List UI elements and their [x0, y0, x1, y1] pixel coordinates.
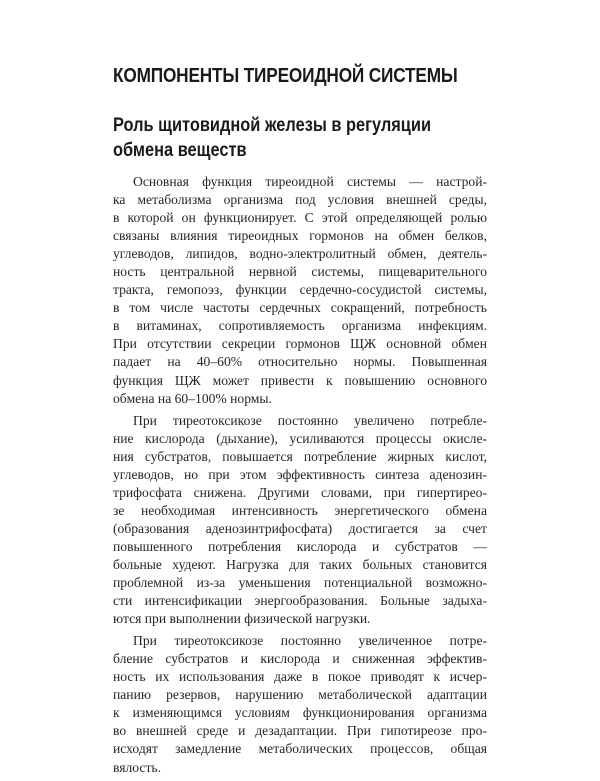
- section-title-line-2: обмена веществ: [113, 139, 247, 161]
- text-line: углеводов, но при этом эффективность синтеза аденозин-: [113, 466, 487, 482]
- text-line: ния субстратов, повышается потребление жирных кислот,: [113, 448, 487, 464]
- text-line: вялость.: [113, 759, 161, 775]
- text-line: ние кислорода (дыхание), усиливаются процессы окисле-: [113, 430, 487, 446]
- text-line: обмена на 60–100% нормы.: [113, 390, 272, 406]
- text-line: зе необходимая интенсивность энергетического обмена: [113, 502, 487, 518]
- text-line: сти интенсификации энергообразования. Больные задыха-: [113, 593, 487, 609]
- text-line: ность их использования даже в покое приводят к исчер-: [113, 669, 487, 685]
- body-text: [113, 173, 487, 781]
- text-line: исходят замедление метаболических процессов, общая: [113, 741, 487, 757]
- paragraph-2: [113, 412, 487, 629]
- text-line: больные худеют. Нагрузка для таких больных становится: [113, 556, 487, 572]
- section-title: [113, 113, 431, 163]
- text-line: ность центральной нервной системы, пищеварительного: [113, 264, 487, 280]
- text-line: При тиреотоксикозе постоянно увеличенное потре-: [133, 633, 487, 649]
- text-line: углеводов, липидов, водно-электролитный обмен, деятель-: [113, 246, 487, 262]
- text-line: к изменяющимся условиям функционирования организма: [113, 705, 487, 721]
- text-line: в том числе частоты сердечных сокращений, потребность: [113, 300, 487, 316]
- text-line: связаны влияния тиреоидных гормонов на обмен белков,: [113, 228, 487, 244]
- text-line: При тиреотоксикозе постоянно увеличено потребле-: [133, 412, 487, 428]
- text-line: трифосфата снижена. Другими словами, при гипертирео-: [113, 484, 487, 500]
- text-line: падает на 40–60% относительно нормы. Повышенная: [113, 354, 487, 370]
- text-line: Основная функция тиреоидной системы — настрой-: [133, 174, 487, 189]
- text-line: функция ЩЖ может привести к повышению основного: [113, 372, 487, 388]
- text-line: во внешней среде и дезадаптации. При гипотиреозе про-: [113, 723, 487, 739]
- text-line: тракта, гемопоэз, функции сердечно-сосудистой системы,: [113, 282, 487, 298]
- text-line: бление субстратов и кислорода и сниженная эффектив-: [113, 651, 487, 667]
- text-line: в витаминах, сопротивляемость организма инфекциям.: [113, 318, 487, 334]
- text-line: При отсутствии секреции гормонов ЩЖ основной обмен: [113, 336, 487, 352]
- paragraph-1: [113, 173, 487, 408]
- text-line: ются при выполнении физической нагрузки.: [113, 611, 371, 627]
- section-title-line-1: Роль щитовидной железы в регуляции: [113, 114, 432, 136]
- text-line: (образования аденозинтрифосфата) достигается за счет: [113, 520, 487, 536]
- text-line: проблемной из-за уменьшения потенциальной возможно-: [113, 575, 487, 591]
- text-line: повышенного потребления кислорода и субстратов —: [113, 538, 487, 554]
- paragraph-3: [113, 632, 487, 776]
- text-line: в которой он функционирует. С этой определяющей ролью: [113, 210, 487, 226]
- text-line: панию резервов, нарушению метаболической адаптации: [113, 687, 487, 703]
- text-line: ка метаболизма организма под условия внешней среды,: [113, 192, 487, 208]
- chapter-title: КОМПОНЕНТЫ ТИРЕОИДНОЙ СИСТЕМЫ: [113, 64, 458, 87]
